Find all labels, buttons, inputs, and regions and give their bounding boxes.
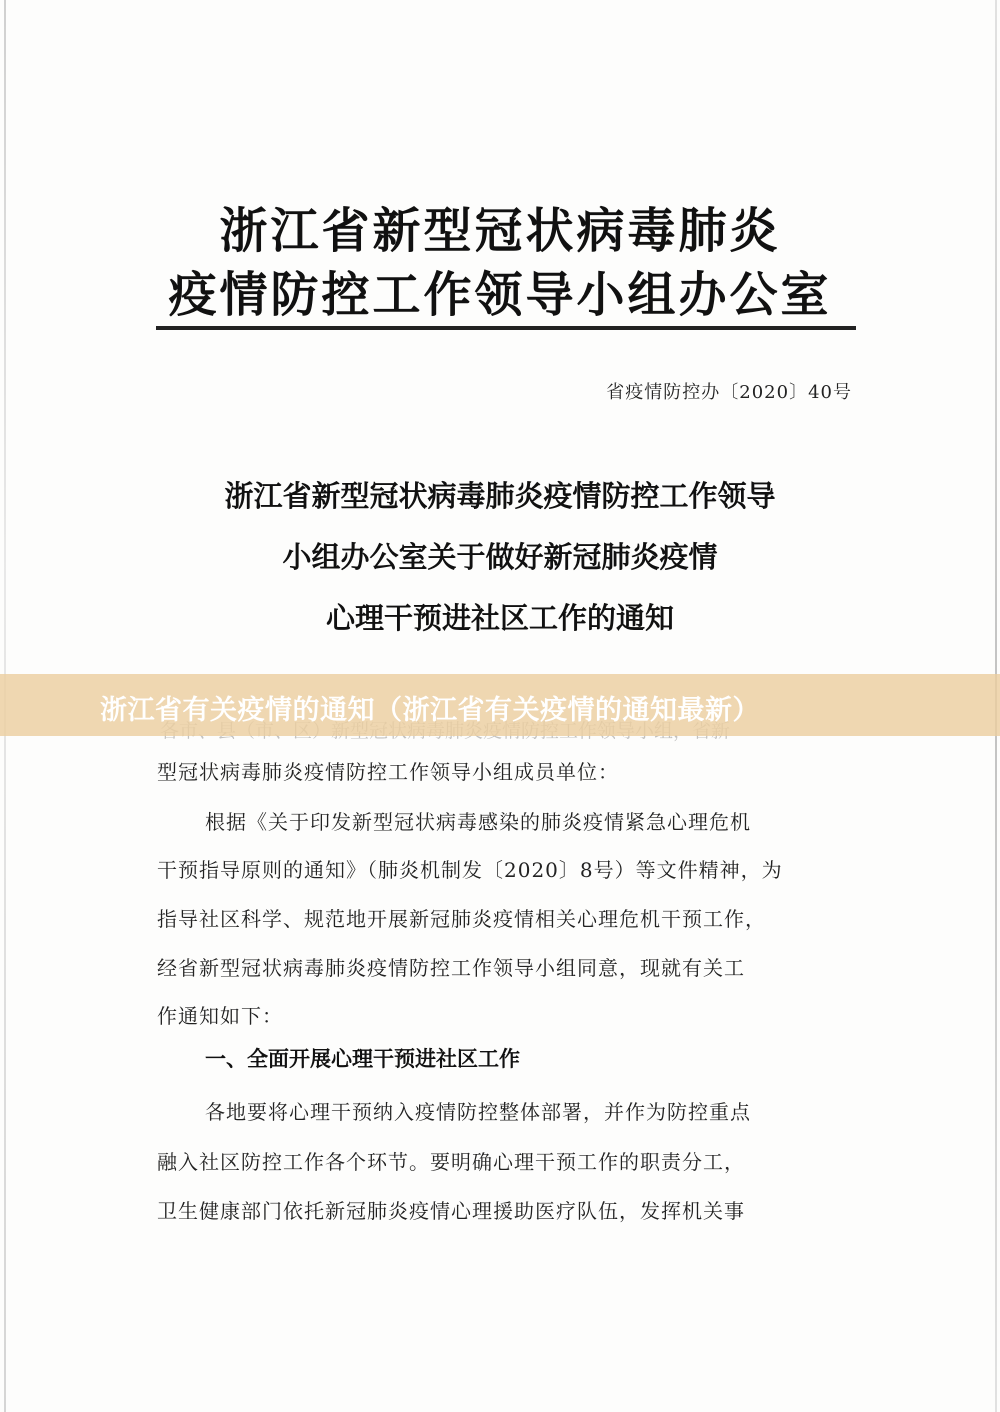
addressee-line-2: 型冠状病毒肺炎疫情防控工作领导小组成员单位： — [157, 760, 619, 784]
overlay-banner-title: 浙江省有关疫情的通知（浙江省有关疫情的通知最新） — [100, 695, 760, 726]
body-line: 作通知如下： — [157, 1004, 283, 1028]
document-number: 省疫情防控办〔2020〕40号 — [606, 382, 852, 403]
body-line: 融入社区防控工作各个环节。要明确心理干预工作的职责分工， — [157, 1150, 745, 1174]
section-heading-1: 一、全面开展心理干预进社区工作 — [205, 1047, 520, 1071]
body-line: 经省新型冠状病毒肺炎疫情防控工作领导小组同意，现就有关工 — [157, 956, 745, 980]
notice-title-line-1: 浙江省新型冠状病毒肺炎疫情防控工作领导 — [224, 479, 776, 513]
issuer-name-line-2: 疫情防控工作领导小组办公室 — [168, 267, 832, 323]
body-line: 根据《关于印发新型冠状病毒感染的肺炎疫情紧急心理危机 — [205, 810, 751, 834]
body-line: 指导社区科学、规范地开展新冠肺炎疫情相关心理危机干预工作， — [157, 907, 766, 931]
header-rule — [156, 326, 856, 330]
notice-title-line-2: 小组办公室关于做好新冠肺炎疫情 — [282, 540, 718, 574]
notice-title-line-3: 心理干预进社区工作的通知 — [325, 601, 674, 635]
body-line: 各地要将心理干预纳入疫情防控整体部署，并作为防控重点 — [205, 1100, 751, 1124]
issuer-name-line-1: 浙江省新型冠状病毒肺炎 — [219, 203, 781, 259]
body-line: 干预指导原则的通知》（肺炎机制发〔2020〕8号）等文件精神，为 — [157, 858, 783, 882]
body-line: 卫生健康部门依托新冠肺炎疫情心理援助医疗队伍，发挥机关事 — [157, 1199, 745, 1223]
